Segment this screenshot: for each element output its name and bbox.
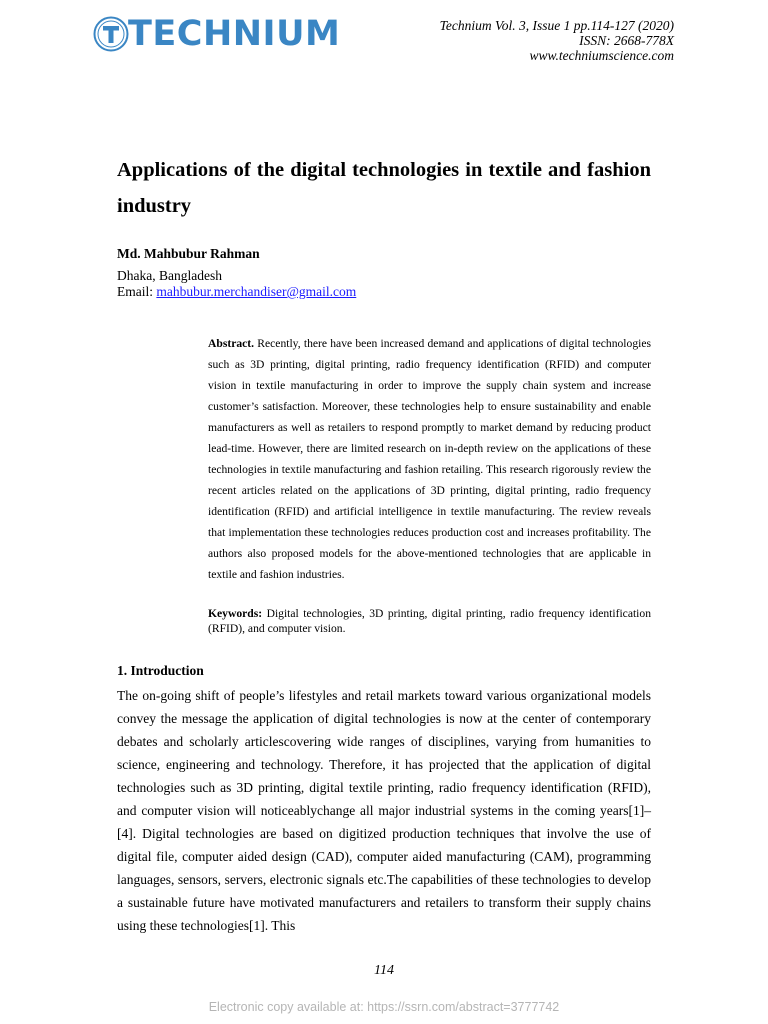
technium-t-logo-icon	[92, 15, 130, 53]
technium-logo	[92, 14, 340, 54]
abstract-label: Abstract.	[208, 337, 255, 350]
page-number: 114	[374, 963, 394, 978]
author-affiliation	[117, 268, 356, 300]
keywords-text: Digital technologies, 3D printing, digital printing, radio frequency identification (RFID), and computer vision.	[208, 607, 651, 635]
author-email-link[interactable]: mahbubur.merchandiser@gmail.com	[156, 284, 357, 299]
author-location: Dhaka, Bangladesh	[117, 268, 222, 283]
ssrn-notice: Electronic copy available at: https://ssrn.com/abstract=3777742	[208, 1000, 560, 1014]
abstract-text: Recently, there have been increased demand and applications of digital technologies such as 3D printing, digital printing, radio frequency identification (RFID) and computer vision in textile manufacturing in order to improve the supply chain system and increase customer’s satisfaction. Moreover, these technologies help to ensure sustainability and enable manufacturers as well as retailers to respond promptly to market demand by reducing product lead-time. However, there are limited research on in-depth review on the applications of these technologies in textile manufacturing and fashion retailing. This research rigorously review the recent articles related on the applications of 3D printing, digital printing, radio frequency identification (RFID) and artificial intelligence in textile manufacturing. The review reveals that implementation these technologies reduces production cost and increases profitability. The authors also proposed models for the above-mentioned technologies that are applicable in textile and fashion industries.	[208, 337, 651, 581]
journal-info	[440, 18, 674, 63]
section-heading-introduction: 1. Introduction	[117, 663, 204, 678]
keywords	[208, 606, 651, 636]
introduction-body: The on-going shift of people’s lifestyles and retail markets toward various organizational models convey the message the application of digital technologies is now at the center of contemporary debates and scholarly articlescovering wide ranges of disciplines, varying from humanities to science, engineering and technology. Therefore, it has projected that the application of digital technologies such as 3D printing, digital textile printing, radio frequency identification (RFID), and computer vision will noticeablychange all major industrial systems in the coming years[1]–[4]. Digital technologies are based on digitized production techniques that involve the use of digital file, computer aided design (CAD), computer aided manufacturing (CAM), programming languages, sensors, servers, electronic signals etc.The capabilities of these technologies to develop a sustainable future have motivated manufacturers and retailers to transform their supply chains using these technologies[1]. This	[117, 688, 651, 933]
keywords-label: Keywords:	[208, 607, 263, 620]
logo-text: TECHNIUM	[128, 14, 341, 54]
journal-website[interactable]: www.techniumscience.com	[529, 48, 674, 63]
journal-issn: ISSN: 2668-778X	[579, 33, 674, 48]
email-label: Email:	[117, 284, 157, 299]
paper-title: Applications of the digital technologies in textile and fashion industry	[117, 159, 651, 217]
abstract	[208, 333, 651, 585]
author-name: Md. Mahbubur Rahman	[117, 246, 260, 261]
author-email-line	[117, 284, 356, 300]
journal-volume: Technium Vol. 3, Issue 1 pp.114-127 (2020)	[439, 18, 674, 33]
